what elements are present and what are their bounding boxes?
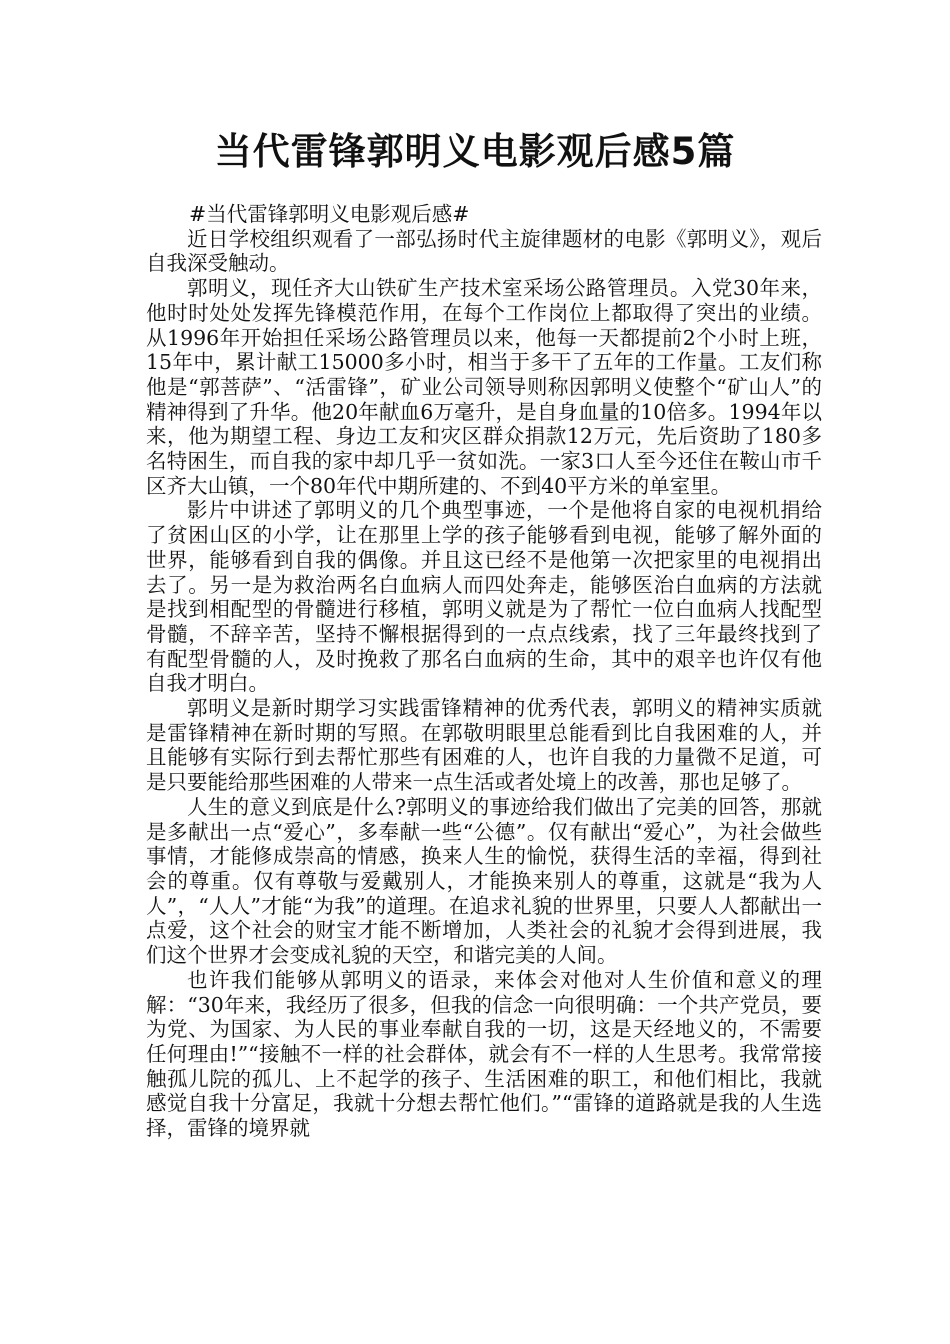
paragraph-biography: 郭明义，现任齐大山铁矿生产技术室采场公路管理员。入党30年来，他时时处处发挥先锋模范作用，在每个工作岗位上都取得了突出的业绩。从1996年开始担任采场公路管理员以来，他每一天都提前2个小时上班，15年中，累计献工15000多小时，相当于多干了五年的工作量。工友们称他是“郭菩萨”、“活雷锋”，矿业公司领导则称因郭明义使整个“矿山人”的精神得到了升华。他20年献血6万毫升，是自身血量的10倍多。1994年以来，他为期望工程、身边工友和灾区群众捐款12万元，先后资助了180多名特困生，而自我的家中却几乎一贫如洗。一家3口人至今还住在鞍山市千区齐大山镇，一个80年代中期所建的、不到40平方米的单室里。 (146, 276, 822, 498)
paragraph-intro: 近日学校组织观看了一部弘扬时代主旋律题材的电影《郭明义》，观后自我深受触动。 (146, 226, 822, 276)
paragraph-lei-feng-spirit: 郭明义是新时期学习实践雷锋精神的优秀代表，郭明义的精神实质就是雷锋精神在新时期的写照。在郭敬明眼里总能看到比自我困难的人，并且能够有实际行到去帮忙那些有困难的人，也许自我的力量微不足道，可是只要能给那些困难的人带来一点生活或者处境上的改善，那也足够了。 (146, 696, 822, 795)
document-body (146, 202, 822, 1141)
paragraph-meaning-of-life: 人生的意义到底是什么?郭明义的事迹给我们做出了完美的回答，那就是多献出一点“爱心”，多奉献一些“公德”。仅有献出“爱心”，为社会做些事情，才能修成崇高的情感，换来人生的愉悦，获得生活的幸福，得到社会的尊重。仅有尊敬与爱戴别人，才能换来别人的尊重，这就是“我为人人”，“人人”才能“为我”的道理。在追求礼貌的世界里，只要人人都献出一点爱，这个社会的财宝才能不断增加，人类社会的礼貌才会得到进展，我们这个世界才会变成礼貌的天空，和谐完美的人间。 (146, 794, 822, 968)
paragraph-hashtag: #当代雷锋郭明义电影观后感# (189, 202, 470, 226)
document-title: 当代雷锋郭明义电影观后感5篇 (214, 130, 736, 173)
paragraph-film-story: 影片中讲述了郭明义的几个典型事迹，一个是他将自家的电视机捐给了贫困山区的小学，让在那里上学的孩子能够看到电视，能够了解外面的世界，能够看到自我的偶像。并且这已经不是他第一次把家里的电视捐出去了。另一是为救治两名白血病人而四处奔走，能够医治白血病的方法就是找到相配型的骨髓进行移植，郭明义就是为了帮忙一位白血病人找配型骨髓，不辞辛苦，坚持不懈根据得到的一点点线索，找了三年最终找到了有配型骨髓的人，及时挽救了那名白血病的生命，其中的艰辛也许仅有他自我才明白。 (146, 498, 822, 696)
paragraph-quotes: 也许我们能够从郭明义的语录，来体会对他对人生价值和意义的理解：“30年来，我经历了很多，但我的信念一向很明确：一个共产党员，要为党、为国家、为人民的事业奉献自我的一切，这是天经地义的，不需要任何理由!”“接触不一样的社会群体，就会有不一样的人生思考。我常常接触孤儿院的孤儿、上不起学的孩子、生活困难的职工，和他们相比，我就感觉自我十分富足，我就十分想去帮忙他们。”“雷锋的道路就是我的人生选择，雷锋的境界就 (146, 967, 822, 1141)
